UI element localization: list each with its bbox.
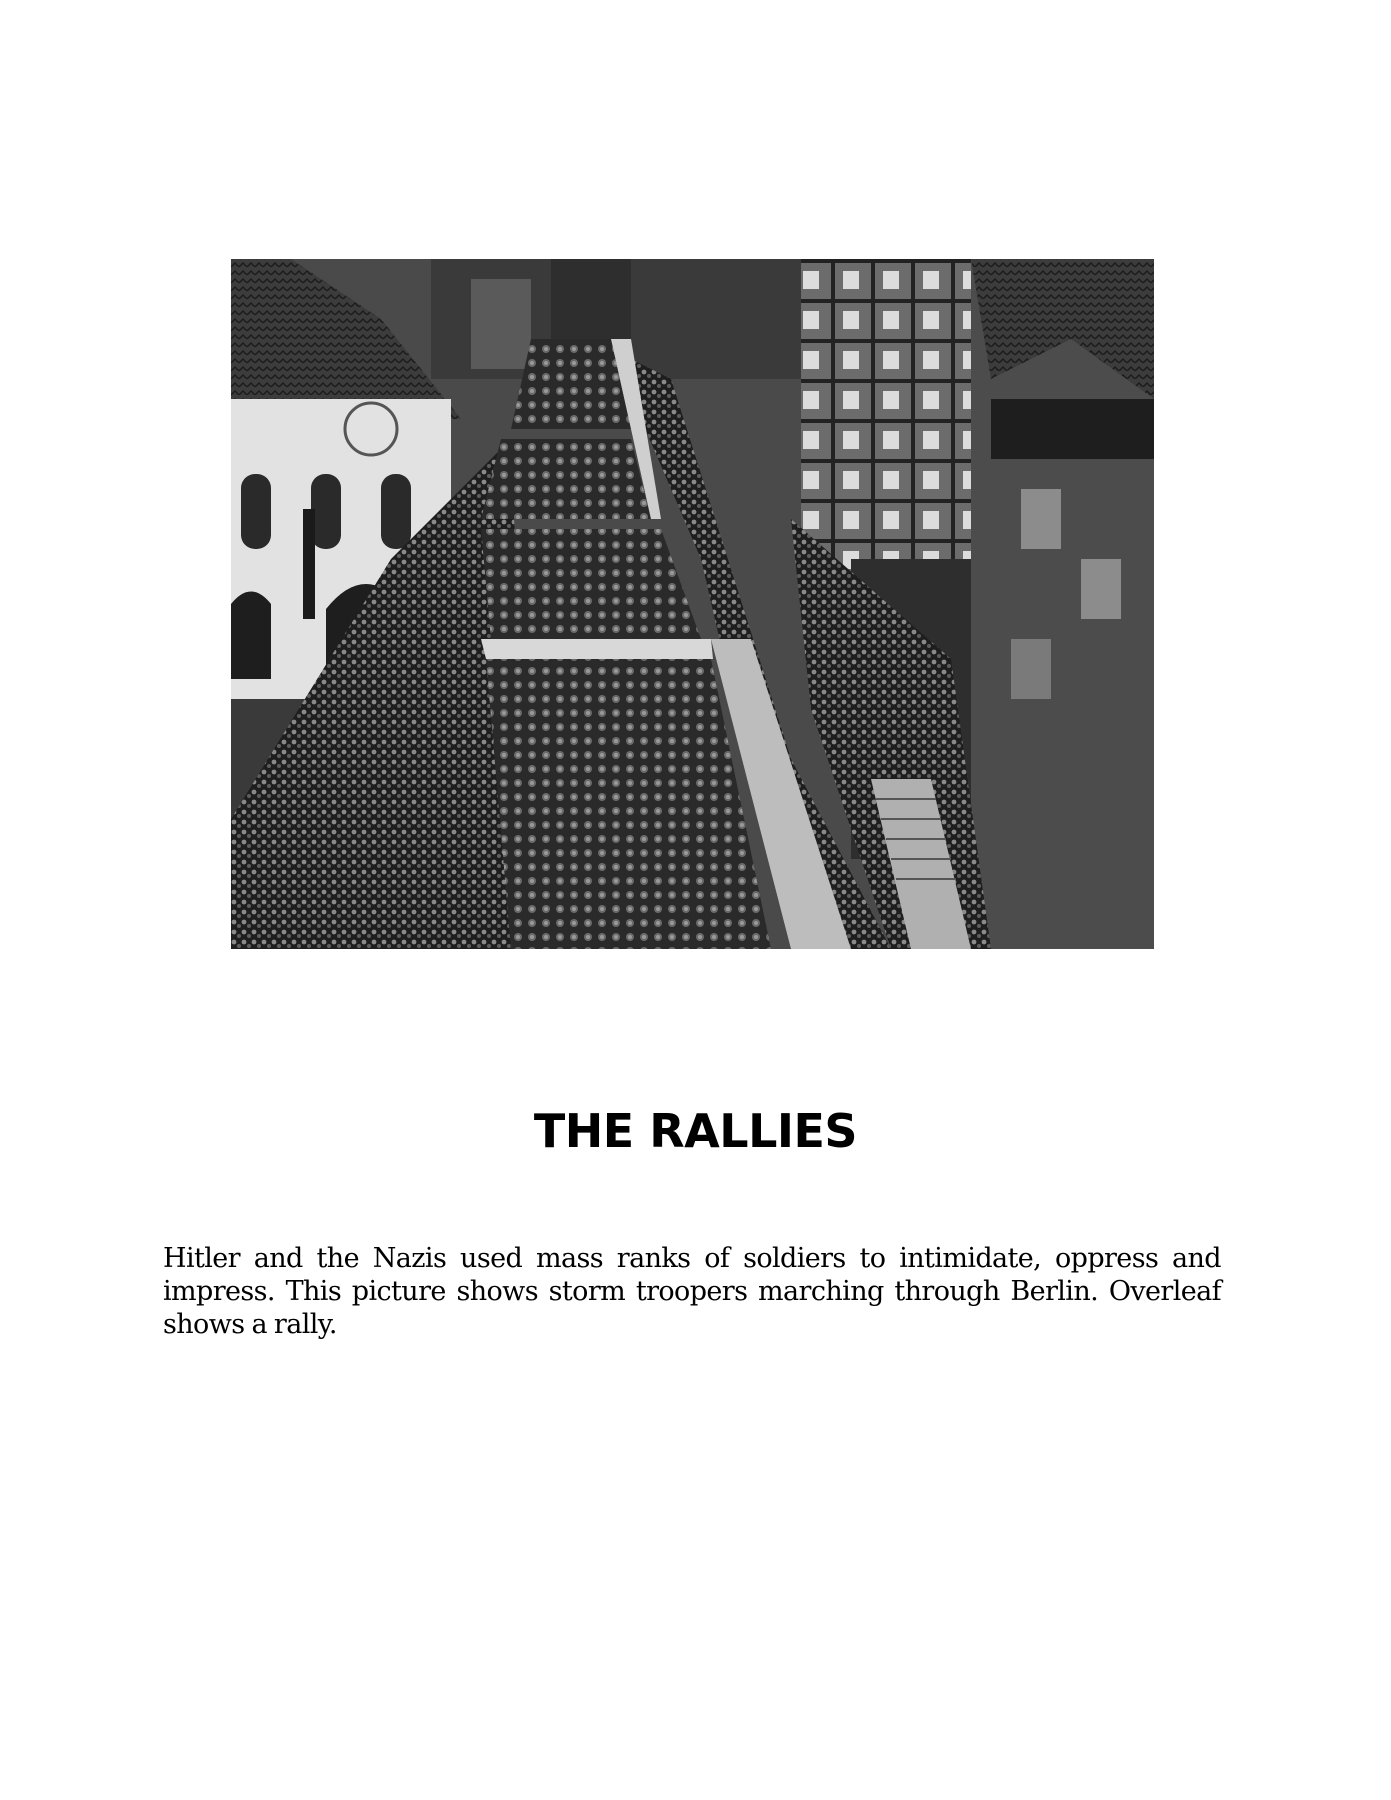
photograph [231,259,1154,949]
marching-troops-photo [231,259,1154,949]
caption-paragraph: Hitler and the Nazis used mass ranks of soldiers to intimidate, oppress and impress. This picture shows storm troopers marching through Berlin. Overleaf shows a rally. [163,1243,1221,1340]
page-title: THE RALLIES [533,1104,858,1158]
